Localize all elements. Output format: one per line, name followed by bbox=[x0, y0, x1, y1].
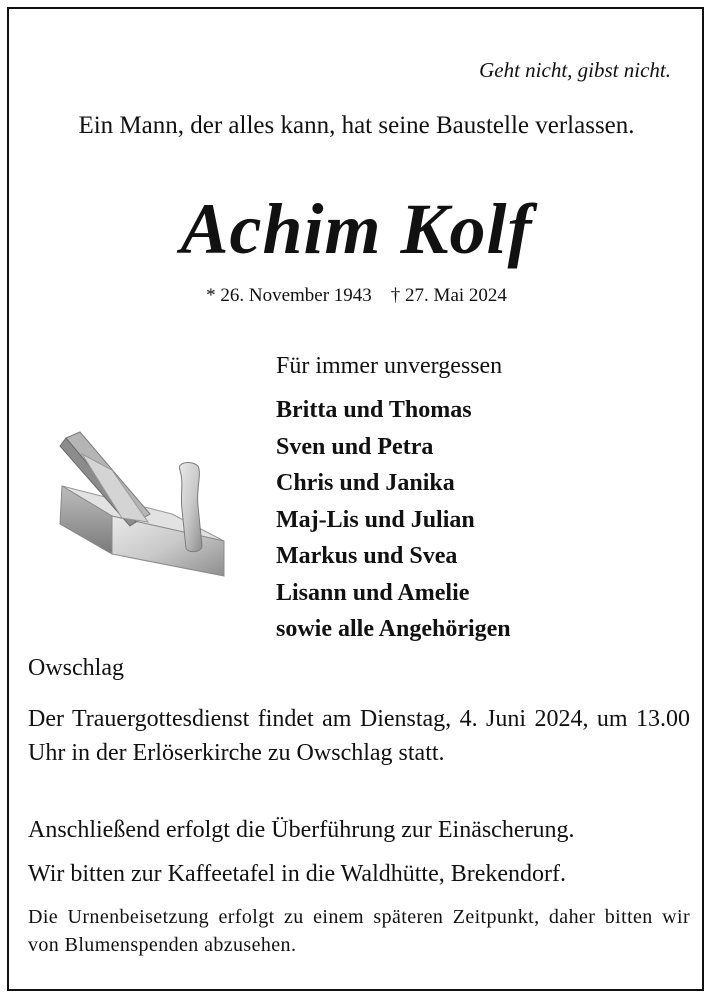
mourners-heading: Für immer unvergessen bbox=[276, 353, 503, 379]
mourner-entry: Lisann und Amelie bbox=[276, 579, 470, 606]
cremation-note: Anschließend erfolgt die Überführung zur Einäscherung. bbox=[28, 817, 575, 843]
mourner-entry: Markus und Svea bbox=[276, 543, 458, 569]
mourners-list bbox=[276, 392, 511, 648]
deceased-name: Achim Kolf bbox=[180, 189, 533, 269]
mourner-entry: Chris und Janika bbox=[276, 470, 455, 496]
death-date: † 27. Mai 2024 bbox=[390, 285, 507, 306]
mourner-entry: Sven und Petra bbox=[276, 433, 434, 460]
mourner-entry: sowie alle Angehörigen bbox=[276, 616, 511, 642]
coffee-invitation: Wir bitten zur Kaffeetafel in die Waldhütte, Brekendorf. bbox=[28, 861, 567, 887]
motto: Geht nicht, gibst nicht. bbox=[479, 58, 671, 82]
intro-line: Ein Mann, der alles kann, hat seine Baustelle verlassen. bbox=[78, 112, 635, 139]
urn-note: Die Urnenbeisetzung erfolgt zu einem späteren Zeitpunkt, daher bitten wir von Blumenspenden abzusehen. bbox=[28, 906, 690, 956]
birth-date: * 26. November 1943 bbox=[206, 285, 372, 306]
mourner-entry: Britta und Thomas bbox=[276, 397, 472, 423]
life-dates bbox=[0, 285, 713, 307]
place-name: Owschlag bbox=[28, 655, 124, 681]
mourner-entry: Maj-Lis und Julian bbox=[276, 506, 475, 533]
wood-plane-icon bbox=[52, 426, 232, 596]
service-announcement: Der Trauergottesdienst findet am Dienstag, 4. Juni 2024, um 13.00 Uhr in der Erlöserkirche zu Owschlag statt. bbox=[28, 706, 690, 766]
